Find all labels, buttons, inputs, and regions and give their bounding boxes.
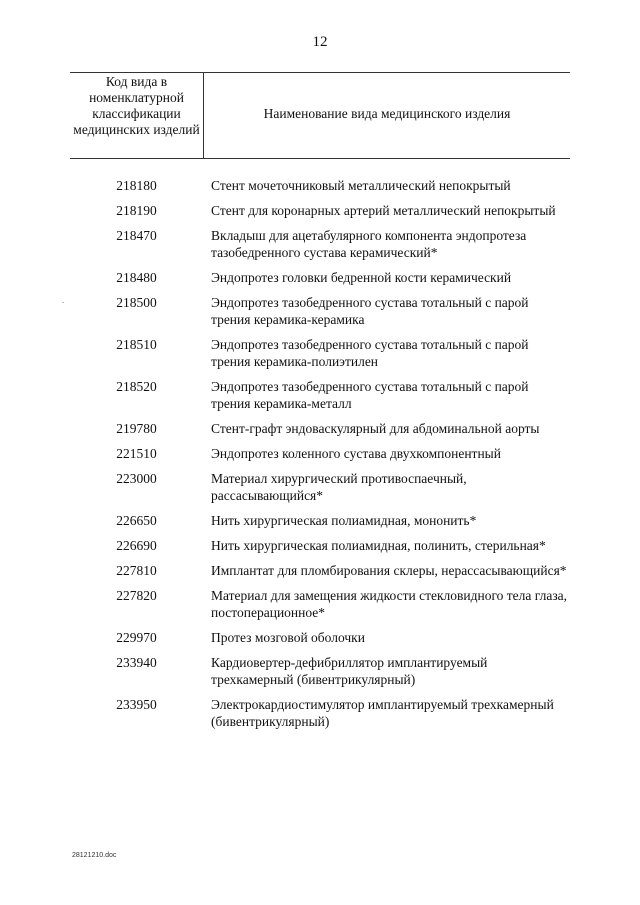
device-code: 227820 xyxy=(116,588,157,603)
table-row xyxy=(0,227,640,261)
device-name: Нить хирургическая полиамидная, полинить, стерильная* xyxy=(211,538,546,553)
document-filename-footer: 28121210.doc xyxy=(72,852,117,859)
table-row xyxy=(0,562,640,579)
device-name: Стент-графт эндоваскулярный для абдоминальной аорты xyxy=(211,421,540,436)
table-row xyxy=(0,445,640,462)
device-name: Материал для замещения жидкости стекловидного тела глаза, постоперационное* xyxy=(211,588,568,620)
table-header-name-column: Наименование вида медицинского изделия xyxy=(263,106,511,121)
device-code: 218180 xyxy=(116,178,157,193)
table-row xyxy=(0,512,640,529)
device-name: Протез мозговой оболочки xyxy=(211,630,365,645)
device-code: 221510 xyxy=(116,446,157,461)
table-row xyxy=(0,629,640,646)
device-code: 227810 xyxy=(116,563,157,578)
device-name: Эндопротез тазобедренного сустава тотальный с парой трения керамика-керамика xyxy=(211,295,529,327)
table-row xyxy=(0,654,640,688)
table-row xyxy=(0,177,640,194)
device-name: Стент мочеточниковый металлический непокрытый xyxy=(211,178,511,193)
device-code: 226650 xyxy=(116,513,157,528)
device-code: 233940 xyxy=(116,655,157,670)
device-name: Кардиовертер-дефибриллятор имплантируемый трехкамерный (бивентрикулярный) xyxy=(211,655,488,687)
table-row xyxy=(0,587,640,621)
table-row xyxy=(0,696,640,730)
device-name: Эндопротез тазобедренного сустава тотальный с парой трения керамика-металл xyxy=(211,379,529,411)
table-row xyxy=(0,378,640,412)
device-name: Вкладыш для ацетабулярного компонента эндопротеза тазобедренного сустава керамический* xyxy=(211,228,527,260)
device-code: 218520 xyxy=(116,379,157,394)
table-header-bottom-rule xyxy=(70,158,570,159)
device-code: 229970 xyxy=(116,630,157,645)
device-code: 218470 xyxy=(116,228,157,243)
scan-artifact-mark: - xyxy=(62,298,65,306)
table-row xyxy=(0,202,640,219)
device-name: Нить хирургическая полиамидная, мононить* xyxy=(211,513,477,528)
device-name: Эндопротез тазобедренного сустава тотальный с парой трения керамика-полиэтилен xyxy=(211,337,529,369)
table-header-top-rule xyxy=(70,72,570,73)
device-name: Стент для коронарных артерий металлический непокрытый xyxy=(211,203,556,218)
table-row xyxy=(0,470,640,504)
device-code: 218190 xyxy=(116,203,157,218)
device-name: Эндопротез головки бедренной кости керамический xyxy=(211,270,512,285)
table-row xyxy=(0,269,640,286)
page-number: 12 xyxy=(312,34,328,50)
table-row xyxy=(0,537,640,554)
device-code: 233950 xyxy=(116,697,157,712)
table-header-code-column: Код вида в номенклатурной классификации медицинских изделий xyxy=(73,74,200,137)
device-code: 219780 xyxy=(116,421,157,436)
table-row xyxy=(0,420,640,437)
table-body xyxy=(0,177,640,738)
device-code: 223000 xyxy=(116,471,157,486)
device-name: Электрокардиостимулятор имплантируемый трехкамерный (бивентрикулярный) xyxy=(211,697,554,729)
device-name: Материал хирургический противоспаечный, рассасывающийся* xyxy=(211,471,467,503)
device-name: Имплантат для пломбирования склеры, нерассасывающийся* xyxy=(211,563,567,578)
device-name: Эндопротез коленного сустава двухкомпонентный xyxy=(211,446,501,461)
device-code: 226690 xyxy=(116,538,157,553)
table-row xyxy=(0,294,640,328)
table-row xyxy=(0,336,640,370)
device-code: 218480 xyxy=(116,270,157,285)
device-code: 218510 xyxy=(116,337,157,352)
device-code: 218500 xyxy=(116,295,157,310)
